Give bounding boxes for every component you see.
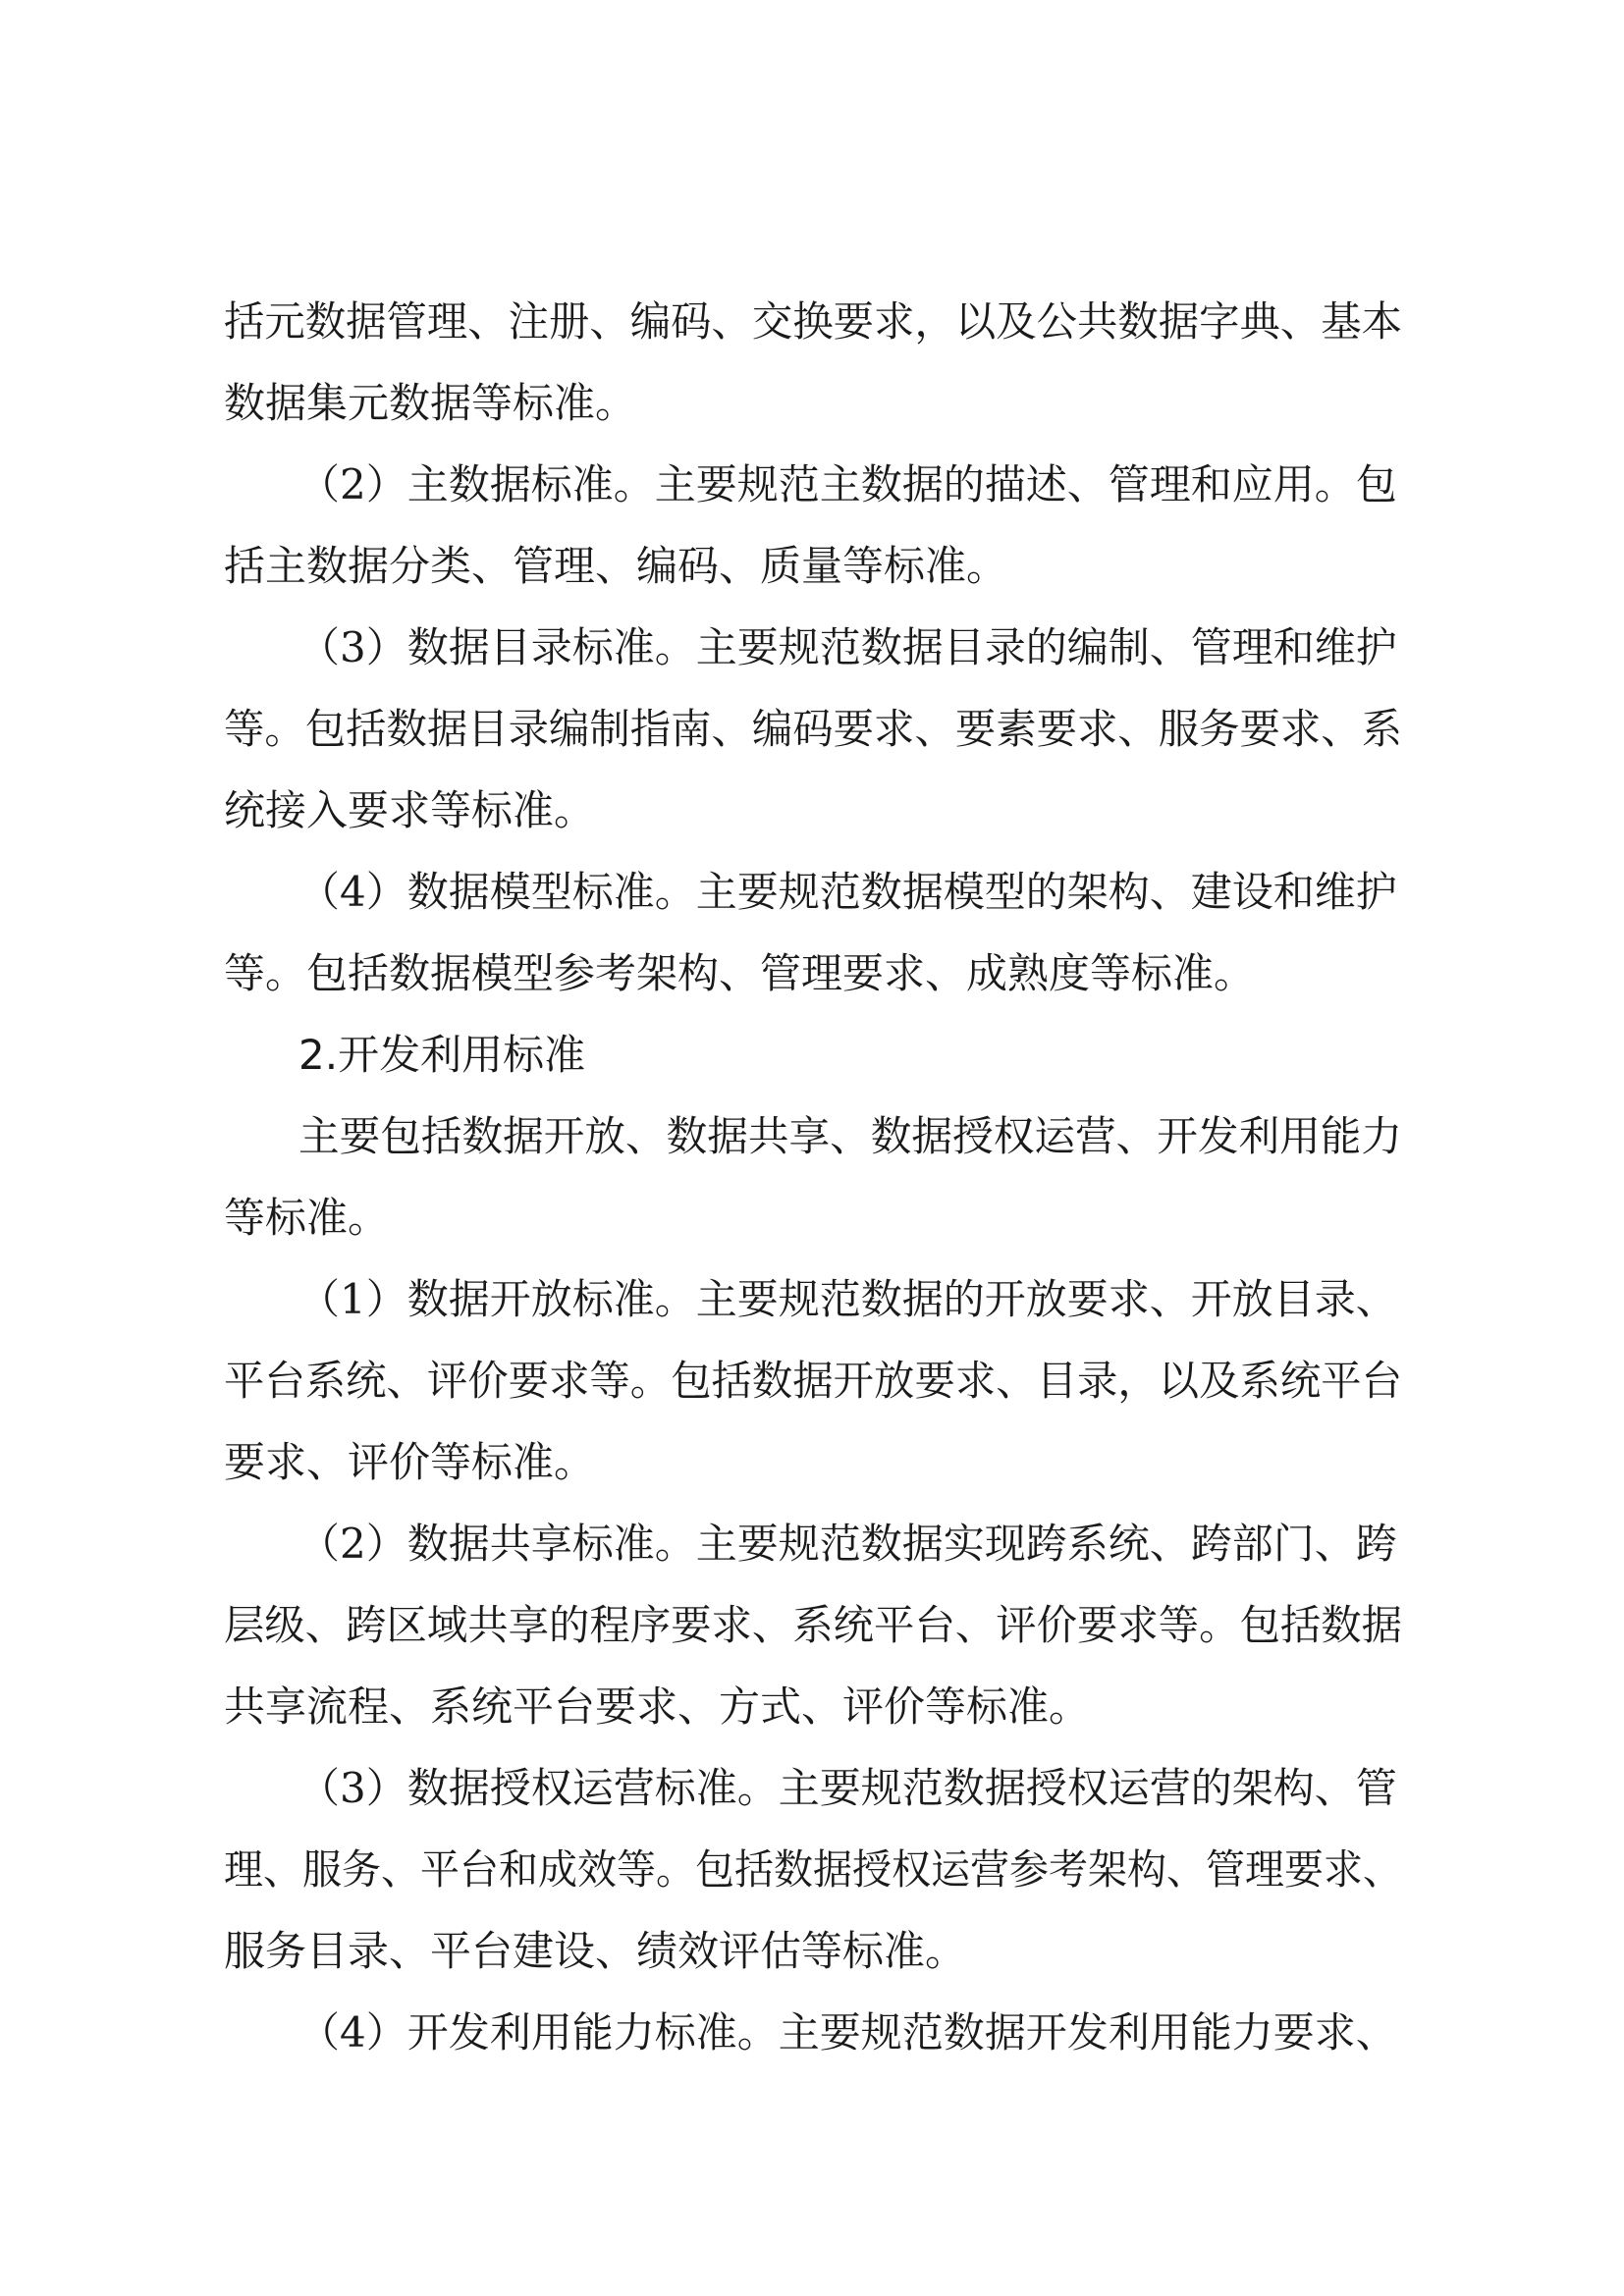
text-line: 等。包括数据目录编制指南、编码要求、要素要求、服务要求、系 <box>224 705 1402 753</box>
section-heading: 2.开发利用标准 <box>298 1031 586 1079</box>
text-line: 括主数据分类、管理、编码、质量等标准。 <box>224 542 1008 590</box>
text-line: 统接入要求等标准。 <box>224 786 596 834</box>
text-line: 要求、评价等标准。 <box>224 1438 596 1486</box>
paragraph-first-line: （2）数据共享标准。主要规范数据实现跨系统、跨部门、跨 <box>298 1520 1397 1568</box>
text-line: 共享流程、系统平台要求、方式、评价等标准。 <box>224 1682 1091 1731</box>
paragraph-first-line: 主要包括数据开放、数据共享、数据授权运营、开发利用能力 <box>298 1112 1402 1160</box>
paragraph-first-line: （4）数据模型标准。主要规范数据模型的架构、建设和维护 <box>298 868 1397 916</box>
text-line: 等。包括数据模型参考架构、管理要求、成熟度等标准。 <box>224 949 1256 997</box>
text-line: 理、服务、平台和成效等。包括数据授权运营参考架构、管理要求、 <box>224 1845 1402 1894</box>
paragraph-first-line: （3）数据授权运营标准。主要规范数据授权运营的架构、管 <box>298 1764 1397 1812</box>
paragraph-first-line: （4）开发利用能力标准。主要规范数据开发利用能力要求、 <box>298 2008 1397 2056</box>
text-line: 括元数据管理、注册、编码、交换要求，以及公共数据字典、基本 <box>224 297 1402 346</box>
paragraph-first-line: （1）数据开放标准。主要规范数据的开放要求、开放目录、 <box>298 1275 1397 1323</box>
text-line: 等标准。 <box>224 1194 390 1242</box>
text-line: 平台系统、评价要求等。包括数据开放要求、目录，以及系统平台 <box>224 1357 1402 1405</box>
paragraph-first-line: （3）数据目录标准。主要规范数据目录的编制、管理和维护 <box>298 623 1397 671</box>
paragraph-first-line: （2）主数据标准。主要规范主数据的描述、管理和应用。包 <box>298 460 1397 508</box>
text-line: 层级、跨区域共享的程序要求、系统平台、评价要求等。包括数据 <box>224 1601 1402 1649</box>
text-line: 数据集元数据等标准。 <box>224 379 637 427</box>
text-line: 服务目录、平台建设、绩效评估等标准。 <box>224 1927 967 1975</box>
